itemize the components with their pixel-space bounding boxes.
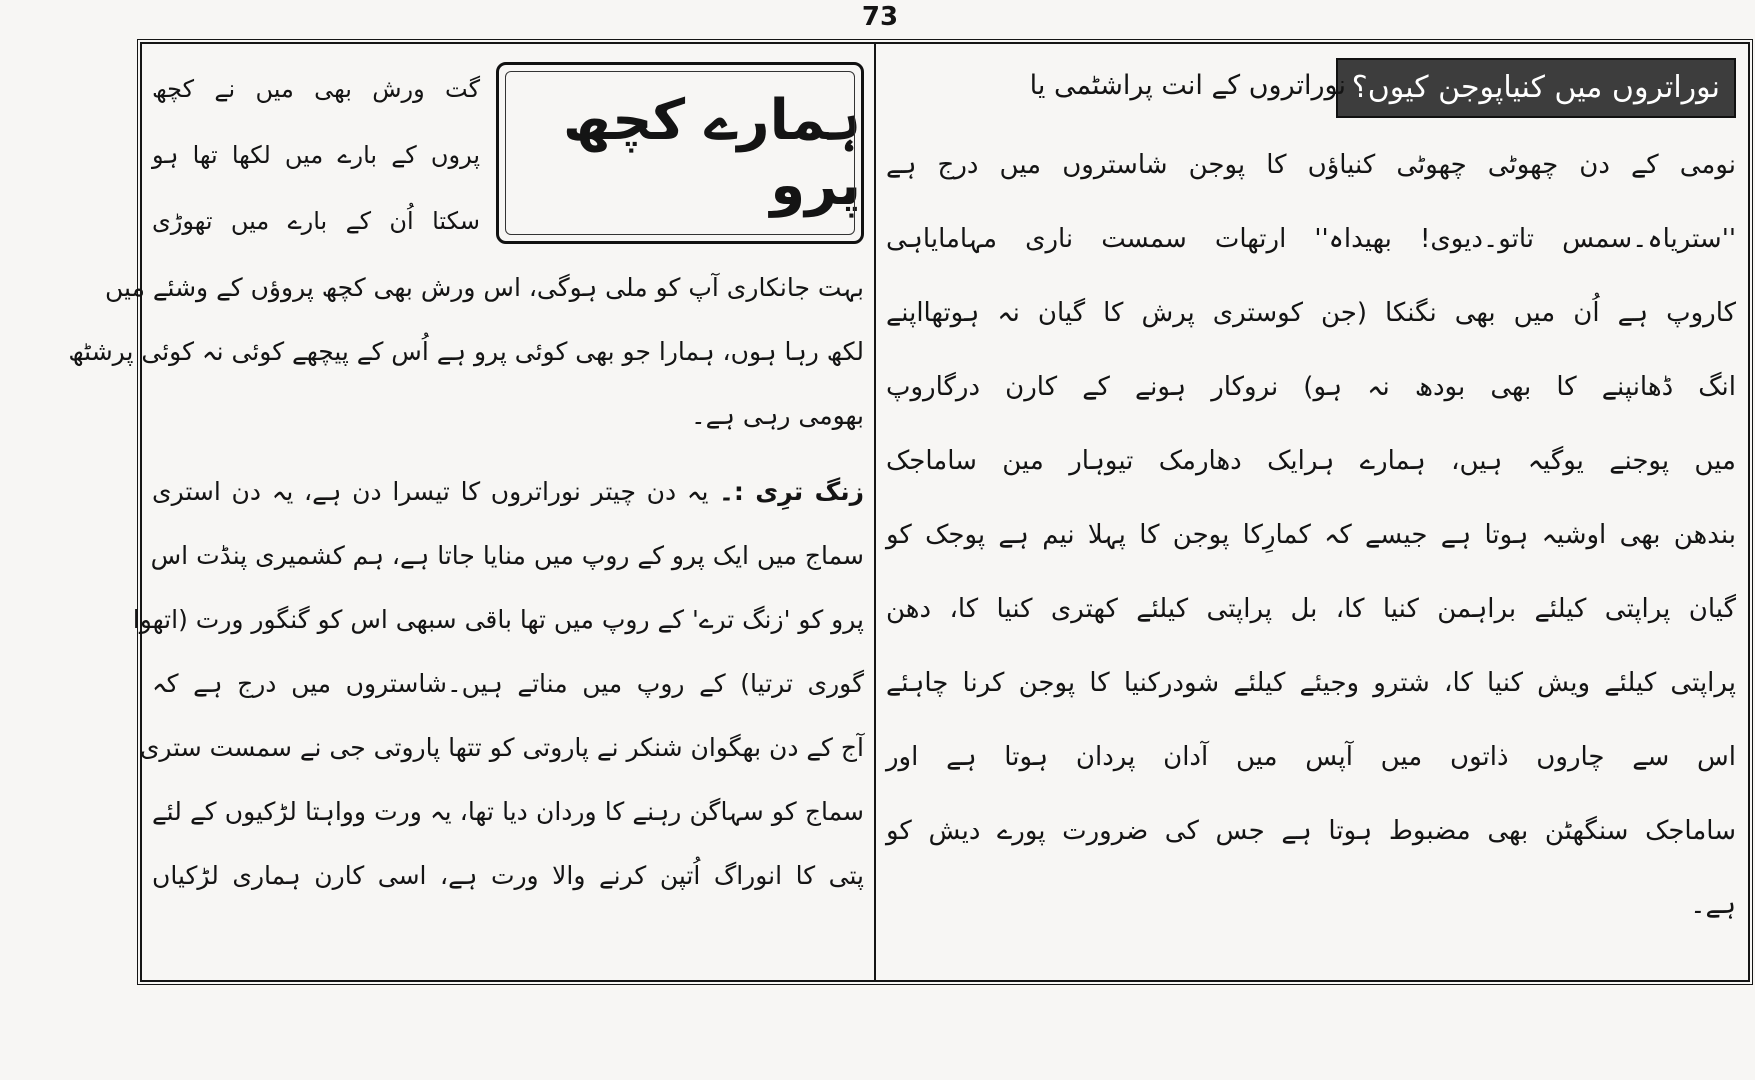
text-line: میں پوجنے یوگیہ ہیں، ہمارے ہرایک دھارمک تیوہار مین ساماجک — [886, 446, 1736, 476]
text-line: اس سے چاروں ذاتوں میں آپس میں آدان پردان ہوتا ہے اور — [886, 742, 1736, 772]
text-line: پرو کو 'زنگ ترے' کے روپ میں تھا باقی سبھی اس کو گنگور ورت (اتھوا — [132, 605, 864, 634]
article-title-box — [496, 62, 864, 244]
section-heading: نوراتروں میں کنیاپوجن کیوں؟ — [1336, 58, 1736, 118]
text-line: بھومی رہی ہے۔ — [690, 401, 864, 430]
text-line: ہے۔ — [1690, 890, 1736, 920]
article-title: ہمارے کچھ پرو — [562, 88, 861, 218]
intro-text — [152, 56, 480, 254]
right-column-header — [886, 58, 1736, 128]
left-column-body — [68, 256, 864, 908]
paragraph-opening — [152, 460, 864, 524]
text-line: لکھ رہا ہوں، ہمارا جو بھی کوئی پرو ہے اُس کے پیچھے کوئی نہ کوئی پرشٹھ — [68, 337, 864, 366]
text-line: ساماجک سنگھٹن بھی مضبوط ہوتا ہے جس کی ضرورت پورے دیش کو — [886, 816, 1736, 846]
text-line: سماج میں ایک پرو کے روپ میں منایا جاتا ہے، ہم کشمیری پنڈت اس — [150, 541, 864, 570]
text-line: گیان پراپتی کیلئے براہمن کنیا کا، بل پراپتی کیلئے کھتری کنیا کا، دھن — [886, 594, 1736, 624]
page-number: 73 — [861, 2, 899, 32]
text-line: پروں کے بارے میں لکھا تھا ہو — [152, 141, 480, 169]
text-line: بہت جانکاری آپ کو ملی ہوگی، اس ورش بھی کچھ پروؤں کے وشئے میں — [105, 273, 864, 302]
right-column — [886, 58, 1736, 942]
text-line: پراپتی کیلئے ویش کنیا کا، شترو وجیئے کیلئے شودرکنیا کا پوجن کرنا چاہئے — [886, 668, 1736, 698]
column-divider — [874, 42, 876, 982]
festival-term: زنگ ترِی :۔ — [719, 477, 864, 506]
heading-continuation: نوراتروں کے انت پراشٹمی یا — [1029, 70, 1346, 101]
text-line: سکتا اُن کے بارے میں تھوڑی — [152, 207, 480, 235]
text-line: نومی کے دن چھوٹی چھوٹی کنیاؤں کا پوجن شاستروں میں درج ہے — [886, 150, 1736, 180]
text-line: گوری ترتیا) کے روپ میں مناتے ہیں۔شاستروں میں درج ہے کہ — [152, 669, 864, 698]
text-line: پتی کا انوراگ اُتپن کرنے والا ورت ہے، اسی کارن ہماری لڑکیاں — [152, 861, 864, 890]
text-line: انگ ڈھانپنے کا بھی بودھ نہ ہو) نروکار ہونے کے کارن درگاروپ — [886, 372, 1736, 402]
text-fragment: یہ دن چیتر نوراتروں کا تیسرا دن ہے، یہ دن استری — [152, 477, 709, 506]
right-column-body — [886, 128, 1736, 942]
text-line: ''ستریاہ۔سمس تاتو۔دیوی! بھیداہ'' ارتھات سمست ناری مہامایاہی — [886, 224, 1736, 254]
text-line: سماج کو سہاگن رہنے کا وردان دیا تھا، یہ ورت وواہتا لڑکیوں کے لئے — [152, 797, 864, 826]
text-line: گت ورش بھی میں نے کچھ — [152, 75, 480, 103]
text-line: کاروپ ہے اُن میں بھی نگنکا (جن کوستری پرش کا گیان نہ ہوتھااپنے — [886, 298, 1736, 328]
text-line: بندھن بھی اوشیہ ہوتا ہے جیسے کہ کمارِکا پوجن کا پہلا نیم ہے پوجک کو — [886, 520, 1736, 550]
text-line: آج کے دن بھگوان شنکر نے پاروتی کو تتھا پاروتی جی نے سمست ستری — [139, 733, 864, 762]
